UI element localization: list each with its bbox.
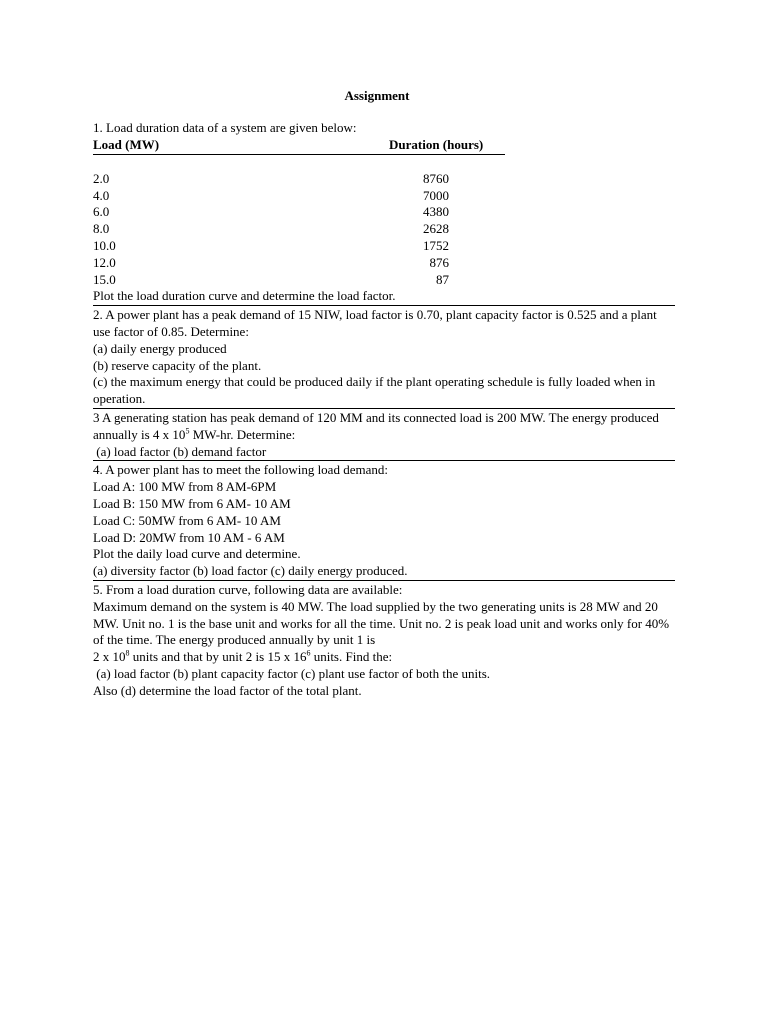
question-2-text: 2. A power plant has a peak demand of 15 NIW, load factor is 0.70, plant capacity factor is 0.525 and a plant use factor of 0.85. Determine: xyxy=(93,307,657,339)
question-3-text xyxy=(93,410,675,444)
duration-cell: 87 xyxy=(436,271,449,287)
document-body xyxy=(93,86,675,700)
exponent: 6 xyxy=(306,648,311,658)
load-cell: 6.0 xyxy=(93,204,110,220)
question-2-part-c: (c) the maximum energy that could be produced daily if the plant operating schedule is fully loaded when in operation. xyxy=(93,374,656,407)
energy-find: units. Find the: xyxy=(310,649,393,665)
exponent: 8 xyxy=(125,648,130,658)
duration-cell: 1752 xyxy=(423,237,449,253)
table-row xyxy=(93,171,675,188)
load-cell: 10.0 xyxy=(93,237,116,253)
question-4-parts: (a) diversity factor (b) load factor (c) daily energy produced. xyxy=(93,563,408,579)
question-4-task: Plot the daily load curve and determine. xyxy=(93,546,301,562)
load-demand-item: Load A: 100 MW from 8 AM-6PM xyxy=(93,479,277,495)
table-row xyxy=(93,204,675,221)
question-2-part-b: (b) reserve capacity of the plant. xyxy=(93,357,262,373)
table-row xyxy=(93,221,675,238)
question-5-energy xyxy=(93,649,675,666)
question-3-parts: (a) load factor (b) demand factor xyxy=(93,443,267,459)
load-cell: 4.0 xyxy=(93,187,110,203)
column-header-load: Load (MW) xyxy=(93,136,160,152)
duration-cell: 4380 xyxy=(423,204,449,220)
load-duration-table xyxy=(93,171,675,289)
question-2-part-a: (a) daily energy produced xyxy=(93,340,227,356)
question-2 xyxy=(93,305,675,408)
question-1 xyxy=(93,120,675,305)
question-3-text-start: 3 A generating station has peak demand of 120 MM and its connected load is 200 MW. The energy produced annually is 4 x 10 xyxy=(93,409,659,442)
question-3 xyxy=(93,408,675,460)
document-title: Assignment xyxy=(344,88,410,103)
question-5-also: Also (d) determine the load factor of the total plant. xyxy=(93,682,362,698)
load-demand-item: Load C: 50MW from 6 AM- 10 AM xyxy=(93,512,281,528)
load-demand-item: Load B: 150 MW from 6 AM- 10 AM xyxy=(93,495,291,511)
table-row xyxy=(93,238,675,255)
load-cell: 12.0 xyxy=(93,254,116,270)
duration-cell: 8760 xyxy=(423,170,449,186)
load-demand-item: Load D: 20MW from 10 AM - 6 AM xyxy=(93,529,285,545)
table-row xyxy=(93,188,675,205)
question-1-intro: 1. Load duration data of a system are given below: xyxy=(93,120,357,135)
table-row xyxy=(93,255,675,272)
load-cell: 8.0 xyxy=(93,221,110,237)
duration-cell: 2628 xyxy=(423,221,449,237)
question-5-text: Maximum demand on the system is 40 MW. The load supplied by the two generating units is 28 MW and 20 MW. Unit no. 1 is the base unit and works for all the time. Unit no. 2 is peak load unit and works only for 40% of the time. The energy produced annually by unit 1 is xyxy=(93,598,670,648)
question-5 xyxy=(93,580,675,700)
load-cell: 2.0 xyxy=(93,170,110,186)
question-5-intro: 5. From a load duration curve, following data are available: xyxy=(93,581,403,597)
energy-unit-2: units and that by unit 2 is 15 x 16 xyxy=(129,649,307,665)
load-duration-table-header xyxy=(93,137,505,155)
energy-unit-1: 2 x 10 xyxy=(93,649,126,665)
question-4 xyxy=(93,460,675,580)
question-3-text-end: MW-hr. Determine: xyxy=(189,426,296,442)
table-row xyxy=(93,272,675,289)
load-cell: 15.0 xyxy=(93,271,116,287)
duration-cell: 876 xyxy=(429,254,449,270)
exponent: 5 xyxy=(185,426,190,436)
question-5-parts: (a) load factor (b) plant capacity factor (c) plant use factor of both the units. xyxy=(93,665,491,681)
question-1-task: Plot the load duration curve and determine the load factor. xyxy=(93,288,396,304)
column-header-duration: Duration (hours) xyxy=(389,136,484,152)
duration-cell: 7000 xyxy=(423,187,449,203)
question-4-text: 4. A power plant has to meet the following load demand: xyxy=(93,462,388,478)
